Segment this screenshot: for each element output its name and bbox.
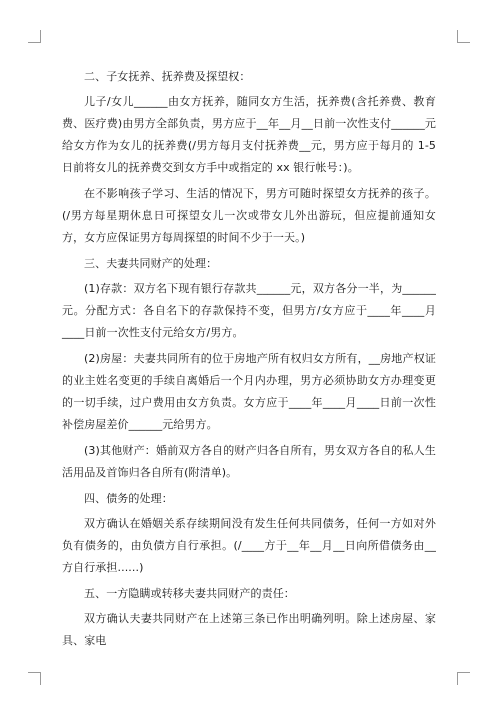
crop-mark-bottom-left: [28, 672, 41, 685]
paragraph-custody-terms: 儿子/女儿______由女方抚养，随同女方生活，抚养费(含托养费、教育费、医疗费)由男方全部负责，男方应于__年__月__日前一次性支付______元给女方作为女儿的抚养费(/男方每月支付抚养费__元，男方应于每月的 1-5 日前将女儿的抚养费交到女方手中或指定的 xx 银行帐号：)。: [62, 95, 436, 174]
paragraph-concealment: 双方确认夫妻共同财产在上述第三条已作出明确列明。除上述房屋、家具、家电: [62, 612, 436, 647]
paragraph-house: (2)房屋：夫妻共同所有的位于房地产所有权归女方所有，__房地产权证的业主姓名变更的手续自离婚后一个月内办理，男方必须协助女方办理变更的一切手续，过户费用由女方负责。女方应于____年____月____日前一次性补偿房屋差价______元给男方。: [62, 352, 436, 431]
section-heading-child-support: 二、子女抚养、抚养费及探望权：: [84, 70, 251, 83]
paragraph-debts: 双方确认在婚姻关系存续期间没有发生任何共同债务，任何一方如对外负有债务的，由负债方自行承担。(/____方于__年__月__日向所借债务由__方自行承担......): [62, 517, 436, 574]
section-heading-concealment: 五、一方隐瞒或转移夫妻共同财产的责任：: [84, 587, 295, 600]
crop-mark-top-left: [28, 30, 41, 43]
paragraph-other-property: (3)其他财产：婚前双方各自的财产归各自所有，男女双方各自的私人生活用品及首饰归各自所有(附清单)。: [62, 444, 436, 479]
document-body: [62, 66, 436, 656]
paragraph-deposits: (1)存款：双方名下现有银行存款共______元，双方各分一半，为______元。分配方式：各自名下的存款保持不变，但男方/女方应于____年____月____日前一次性支付元给女方/男方。: [62, 282, 436, 339]
section-heading-debts: 四、债务的处理：: [84, 492, 173, 505]
crop-mark-top-right: [457, 30, 470, 43]
section-heading-property: 三、夫妻共同财产的处理：: [84, 257, 218, 270]
crop-mark-bottom-right: [457, 672, 470, 685]
paragraph-visitation-terms: 在不影响孩子学习、生活的情况下，男方可随时探望女方抚养的孩子。(/男方每星期休息日可探望女儿一次或带女儿外出游玩，但应提前通知女方，女方应保证男方每周探望的时间不少于一天。): [62, 187, 436, 244]
